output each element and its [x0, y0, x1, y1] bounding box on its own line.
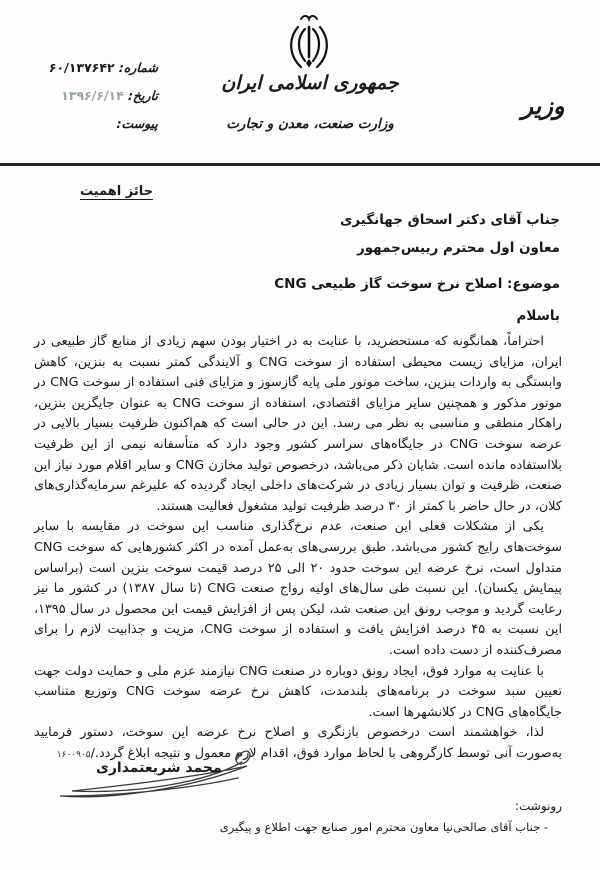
- letter-attachment-label: پیوست:: [116, 116, 159, 131]
- letter-meta-block: [6, 60, 158, 144]
- recipient-title: معاون اول محترم رییس‌جمهور: [356, 240, 560, 256]
- recipient-block: [340, 206, 560, 262]
- salutation: باسلام: [516, 308, 560, 324]
- priority-note: حائز اهمیت: [80, 184, 153, 199]
- country-title: جمهوری اسلامی ایران: [221, 72, 399, 94]
- letter-number-value: ۶۰/۱۳۷۶۴۲: [48, 60, 116, 75]
- cc-item: - جناب آقای صالحی‌نیا معاون محترم امور صنایع جهت اطلاع و پیگیری: [219, 820, 548, 834]
- body-paragraph: احتراماً، همانگونه که مستحضرید، با عنایت به در اختیار بودن سهم زیادی از منابع گاز طبیعی در ایران، مزایای زیست محیطی استفاده از سوخت CNG و آلایندگی کمتر نسبت به بنزین، کاهش وابستگی به واردات بنزین، ساخت موتور ملی پایه گازسوز و مزایای فنی استفاده از سوخت CNG در موتور مذکور و همچنین سایر مزایای اقتصادی، استفاده از سوخت CNG به عنوان جایگزین بنزین، راهکار منطقی و مناسبی به نظر می رسد. این در حالی است که هم‌اکنون ظرفیت بسیار بالایی در عرضه سوخت CNG در جایگاه‌های سراسر کشور وجود دارد که متأسفانه نیمی از این ظرفیت بلااستفاده مانده است. شایان ذکر می‌باشد، درخصوص تولید مخازن CNG و سایر اقلام مورد نیاز این صنعت، ظرفیت و توان بسیار زیادی در شرکت‌های داخلی ایجاد گردیده که علیرغم سرمایه‌گذاری‌های کلان، در حال حاضر با کمتر از ۳۰ درصد ظرفیت تولید مشغول فعالیت هستند.: [34, 334, 563, 514]
- letter-number-label: شماره:: [118, 60, 159, 75]
- registration-number: ۱۶۰۰۹۰۵: [56, 749, 91, 760]
- cc-label: رونوشت:: [514, 799, 562, 813]
- letter-number-row: [5, 60, 158, 75]
- ministry-title: وزارت صنعت، معدن و تجارت: [226, 116, 394, 132]
- body-paragraph: با عنایت به موارد فوق، ایجاد رونق دوباره در صنعت CNG نیازمند عزم ملی و حمایت دولت جهت تعیین سبد سوخت در برنامه‌های بلندمدت، کاهش نرخ عرضه سوخت CNG وتوزیع متناسب جایگاه‌های CNG در کلانشهرها است.: [34, 663, 562, 720]
- body-paragraph-text: لذا، خواهشمند است درخصوص بازنگری و اصلاح نرخ عرضه این سوخت، دستور فرمایید به‌صورت آنی توسط کارگروهی با لحاظ موارد فوق، اقدام لازم معمول و نتیجه ابلاغ گردد./: [34, 725, 562, 761]
- letter-date-row: [5, 88, 158, 103]
- iran-national-emblem-icon: [286, 12, 332, 72]
- header-divider: [0, 163, 600, 166]
- subject-line: موضوع: اصلاح نرخ سوخت گاز طبیعی CNG: [274, 276, 560, 292]
- letter-body: [34, 332, 562, 765]
- signature-name: محمد شریعتمداری: [96, 760, 222, 776]
- letter-attachment-row: [5, 116, 158, 131]
- minister-title: وزیر: [521, 92, 565, 120]
- letter-date-value: ۱۳۹۶/۶/۱۴: [60, 88, 125, 103]
- body-paragraph: یکی از مشکلات فعلی این صنعت، عدم نرخ‌گذاری مناسب این سوخت در مقایسه با سایر سوخت‌های رایج کشور می‌باشد. طبق بررسی‌های به‌عمل آمده در اکثر کشورهایی که سوخت CNG متداول است، نرخ عرضه این سوخت حدود ۲۰ الی ۲۵ درصد قیمت سوخت بنزین است (براساس پیمایش یکسان). این نسبت طی سال‌های اولیه رواج صنعت CNG (تا سال ۱۳۸۷) در کشور ما نیز رعایت گردید و موجب رونق این صنعت شد، لیکن پس از افزایش قیمت این محصول در سال ۱۳۹۵، این نسبت به ۴۵ درصد افزایش یافت و استفاده از سوخت CNG، مزیت و جذابیت لازم را برای مصرف‌کننده از دست داده است.: [34, 519, 563, 658]
- letter-date-label: تاریخ:: [127, 88, 159, 103]
- recipient-name: جناب آقای دکتر اسحاق جهانگیری: [340, 212, 560, 228]
- signature-scribble-icon: [42, 744, 272, 808]
